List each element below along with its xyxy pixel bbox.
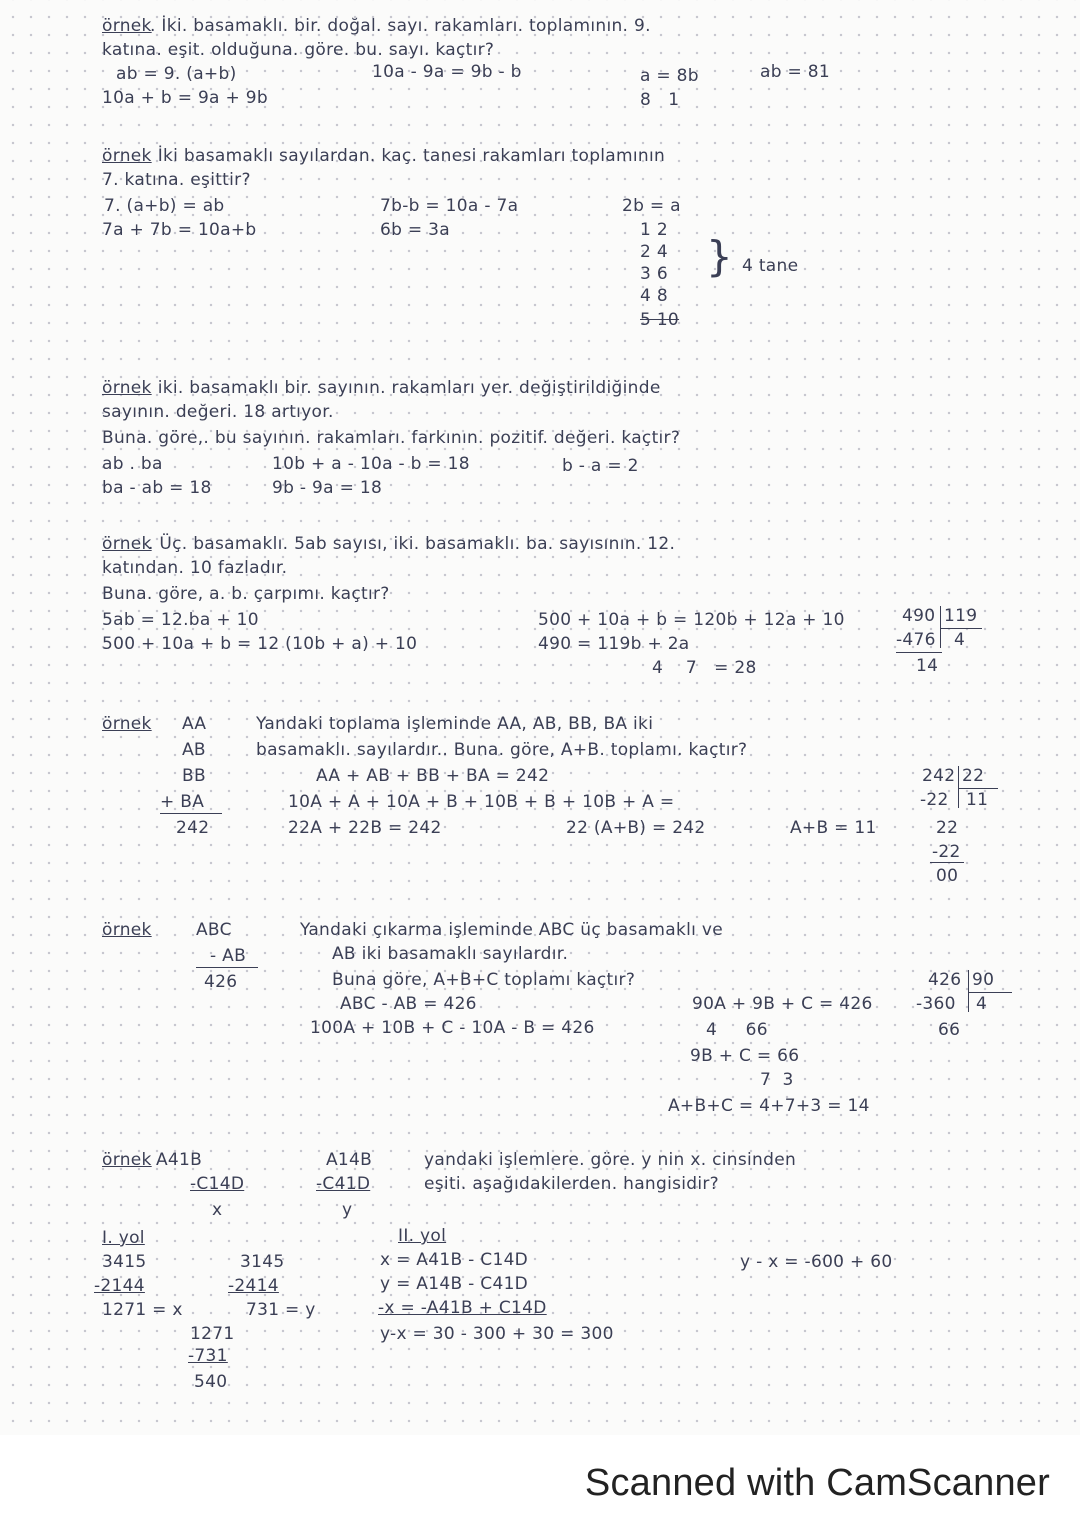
work-line: 4 66 bbox=[706, 1020, 768, 1040]
column-term: -C14D bbox=[190, 1174, 245, 1194]
question-line: Buna. göre,. bu sayının. rakamları. farkının. pozitif. değeri. kaçtır? bbox=[102, 428, 681, 448]
answer: 540 bbox=[194, 1372, 228, 1392]
answer: A+B = 11 bbox=[790, 818, 877, 838]
work-line: 2b = a bbox=[622, 196, 681, 216]
long-division-quotient: 4 bbox=[976, 994, 988, 1014]
long-division-dividend: 490 bbox=[902, 606, 936, 626]
work-line: 9b - 9a = 18 bbox=[272, 478, 383, 498]
long-division-step: -22 bbox=[932, 842, 961, 862]
watermark-footer: Scanned with CamScanner bbox=[584, 1462, 1050, 1504]
long-division-dividend: 426 bbox=[928, 970, 962, 990]
column-term: AB bbox=[182, 740, 206, 760]
division-bar bbox=[968, 992, 1012, 993]
variable-label: x bbox=[212, 1200, 223, 1220]
work-line: 1271 = x bbox=[102, 1300, 183, 1320]
example-label: örnek bbox=[102, 16, 152, 36]
work-line: 7b-b = 10a - 7a bbox=[380, 196, 519, 216]
question-line: basamaklı. sayılardır.. Buna. göre, A+B. toplamı. kaçtır? bbox=[256, 740, 748, 760]
work-line: 500 + 10a + b = 120b + 12a + 10 bbox=[538, 610, 845, 630]
work-line: ba - ab = 18 bbox=[102, 478, 212, 498]
work-line: AA + AB + BB + BA = 242 bbox=[316, 766, 550, 786]
pair-row: 4 8 bbox=[640, 286, 668, 306]
long-division-step: -22 bbox=[920, 790, 949, 810]
work-line: ab = 9. (a+b) bbox=[116, 64, 237, 84]
work-line: 3145 bbox=[240, 1252, 285, 1272]
example-label: örnek bbox=[102, 378, 152, 398]
answer: 4 7 = 28 bbox=[652, 658, 757, 678]
work-line: 7 3 bbox=[760, 1070, 794, 1090]
question-line: katından. 10 fazladır. bbox=[102, 558, 288, 578]
division-bar bbox=[940, 606, 941, 648]
work-line: 6b = 3a bbox=[380, 220, 450, 240]
work-line: 5ab = 12.ba + 10 bbox=[102, 610, 259, 630]
column-term: ABC bbox=[196, 920, 232, 940]
variable-label: y bbox=[342, 1200, 353, 1220]
column-term: -C41D bbox=[316, 1174, 371, 1194]
column-result: 242 bbox=[176, 818, 210, 838]
work-line: ABC - AB = 426 bbox=[340, 994, 477, 1014]
pair-row: 2 4 bbox=[640, 242, 668, 262]
question-line: eşiti. aşağıdakilerden. hangisidir? bbox=[424, 1174, 720, 1194]
question-line: İki basamaklı sayılardan. kaç. tanesi rakamları toplamının bbox=[152, 146, 666, 166]
example-label: örnek bbox=[102, 1150, 152, 1170]
work-line: 22 (A+B) = 242 bbox=[566, 818, 706, 838]
subtraction-line bbox=[930, 862, 964, 863]
work-line: 10b + a - 10a - b = 18 bbox=[272, 454, 470, 474]
question-line: katına. eşit. olduğuna. göre. bu. sayı. kaçtır? bbox=[102, 40, 495, 60]
work-line: 90A + 9B + C = 426 bbox=[692, 994, 873, 1014]
sum-line bbox=[160, 813, 222, 814]
question-line: . İki. basamaklı. bir. doğal. sayı. rakamları. toplamının. 9. bbox=[150, 16, 651, 36]
long-division-quotient: 4 bbox=[954, 630, 966, 650]
column-term: A14B bbox=[326, 1150, 373, 1170]
work-line: y-x = 30 - 300 + 30 = 300 bbox=[380, 1324, 614, 1344]
work-line: 7a + 7b = 10a+b bbox=[102, 220, 257, 240]
column-term: + BA bbox=[160, 792, 205, 812]
brace-glyph: } bbox=[706, 232, 734, 281]
example-label: örnek bbox=[102, 534, 152, 554]
difference-line bbox=[196, 967, 258, 968]
long-division-remainder: 14 bbox=[916, 656, 939, 676]
long-division-dividend: 242 bbox=[922, 766, 956, 786]
work-line: 3415 bbox=[102, 1252, 147, 1272]
work-line: 100A + 10B + C - 10A - B = 426 bbox=[310, 1018, 595, 1038]
column-term: A41B bbox=[156, 1150, 203, 1170]
long-division-divisor: 90 bbox=[972, 970, 995, 990]
question-line: 7. katına. eşittir? bbox=[102, 170, 251, 190]
work-line: 10A + A + 10A + B + 10B + B + 10B + A = bbox=[288, 792, 675, 812]
question-line: Yandaki toplama işleminde AA, AB, BB, BA iki bbox=[256, 714, 654, 734]
long-division-step: -360 bbox=[916, 994, 956, 1014]
work-line: 22A + 22B = 242 bbox=[288, 818, 442, 838]
example-label: örnek bbox=[102, 714, 152, 734]
work-line: x = A41B - C14D bbox=[380, 1250, 529, 1270]
work-line: a = 8b bbox=[640, 66, 699, 86]
work-line: 731 = y bbox=[246, 1300, 316, 1320]
work-line: 500 + 10a + b = 12 (10b + a) + 10 bbox=[102, 634, 418, 654]
work-line: 10a + b = 9a + 9b bbox=[102, 88, 268, 108]
column-term: AA bbox=[182, 714, 207, 734]
answer: b - a = 2 bbox=[562, 456, 639, 476]
division-bar bbox=[958, 788, 998, 789]
long-division-remainder: 66 bbox=[938, 1020, 961, 1040]
work-line: y = A14B - C41D bbox=[380, 1274, 529, 1294]
long-division-remainder: 00 bbox=[936, 866, 959, 886]
method-label: II. yol bbox=[398, 1226, 447, 1246]
division-bar bbox=[940, 628, 982, 629]
question-line: sayının. değeri. 18 artıyor. bbox=[102, 402, 334, 422]
work-line: -x = -A41B + C14D bbox=[378, 1298, 547, 1318]
work-line: -731 bbox=[188, 1346, 228, 1366]
pair-row: 1 2 bbox=[640, 220, 668, 240]
work-line: 8 1 bbox=[640, 90, 680, 110]
answer: 4 tane bbox=[742, 256, 799, 276]
subtraction-line bbox=[896, 652, 942, 653]
work-line: 7. (a+b) = ab bbox=[104, 196, 225, 216]
question-line: yandaki işlemlere. göre. y nin x. cinsinden bbox=[424, 1150, 797, 1170]
long-division-step: -476 bbox=[896, 630, 936, 650]
long-division-divisor: 22 bbox=[962, 766, 985, 786]
work-line: y - x = -600 + 60 bbox=[740, 1252, 893, 1272]
question-line: Buna. göre, a. b. çarpımı. kaçtır? bbox=[102, 584, 390, 604]
question-line: AB iki basamaklı sayılardır. bbox=[332, 944, 569, 964]
work-line: 9B + C = 66 bbox=[690, 1046, 800, 1066]
work-line: 1271 bbox=[190, 1324, 235, 1344]
work-line: ab . ba bbox=[102, 454, 163, 474]
division-bar bbox=[958, 766, 959, 808]
long-division-step: 22 bbox=[936, 818, 959, 838]
division-bar bbox=[968, 970, 969, 1012]
pair-row-struck: 5 10 bbox=[640, 310, 680, 330]
question-line: iki. basamaklı bir. sayının. rakamları yer. değiştirildiğinde bbox=[152, 378, 661, 398]
work-line: -2144 bbox=[94, 1276, 145, 1296]
column-result: 426 bbox=[204, 972, 238, 992]
long-division-quotient: 11 bbox=[966, 790, 989, 810]
answer: A+B+C = 4+7+3 = 14 bbox=[668, 1096, 870, 1116]
column-term: - AB bbox=[210, 946, 247, 966]
method-label: I. yol bbox=[102, 1228, 145, 1248]
column-term: BB bbox=[182, 766, 206, 786]
long-division-divisor: 119 bbox=[944, 606, 978, 626]
work-line: 490 = 119b + 2a bbox=[538, 634, 690, 654]
example-label: örnek bbox=[102, 920, 152, 940]
work-line: 10a - 9a = 9b - b bbox=[372, 62, 522, 82]
question-line: Buna göre, A+B+C toplamı kaçtır? bbox=[332, 970, 636, 990]
answer: ab = 81 bbox=[760, 62, 830, 82]
pair-row: 3 6 bbox=[640, 264, 668, 284]
work-line: -2414 bbox=[228, 1276, 279, 1296]
question-line: . Üç. basamaklı. 5ab sayısı, iki. basamaklı. ba. sayısının. 12. bbox=[148, 534, 676, 554]
example-label: örnek bbox=[102, 146, 152, 166]
question-line: Yandaki çıkarma işleminde ABC üç basamaklı ve bbox=[300, 920, 723, 940]
